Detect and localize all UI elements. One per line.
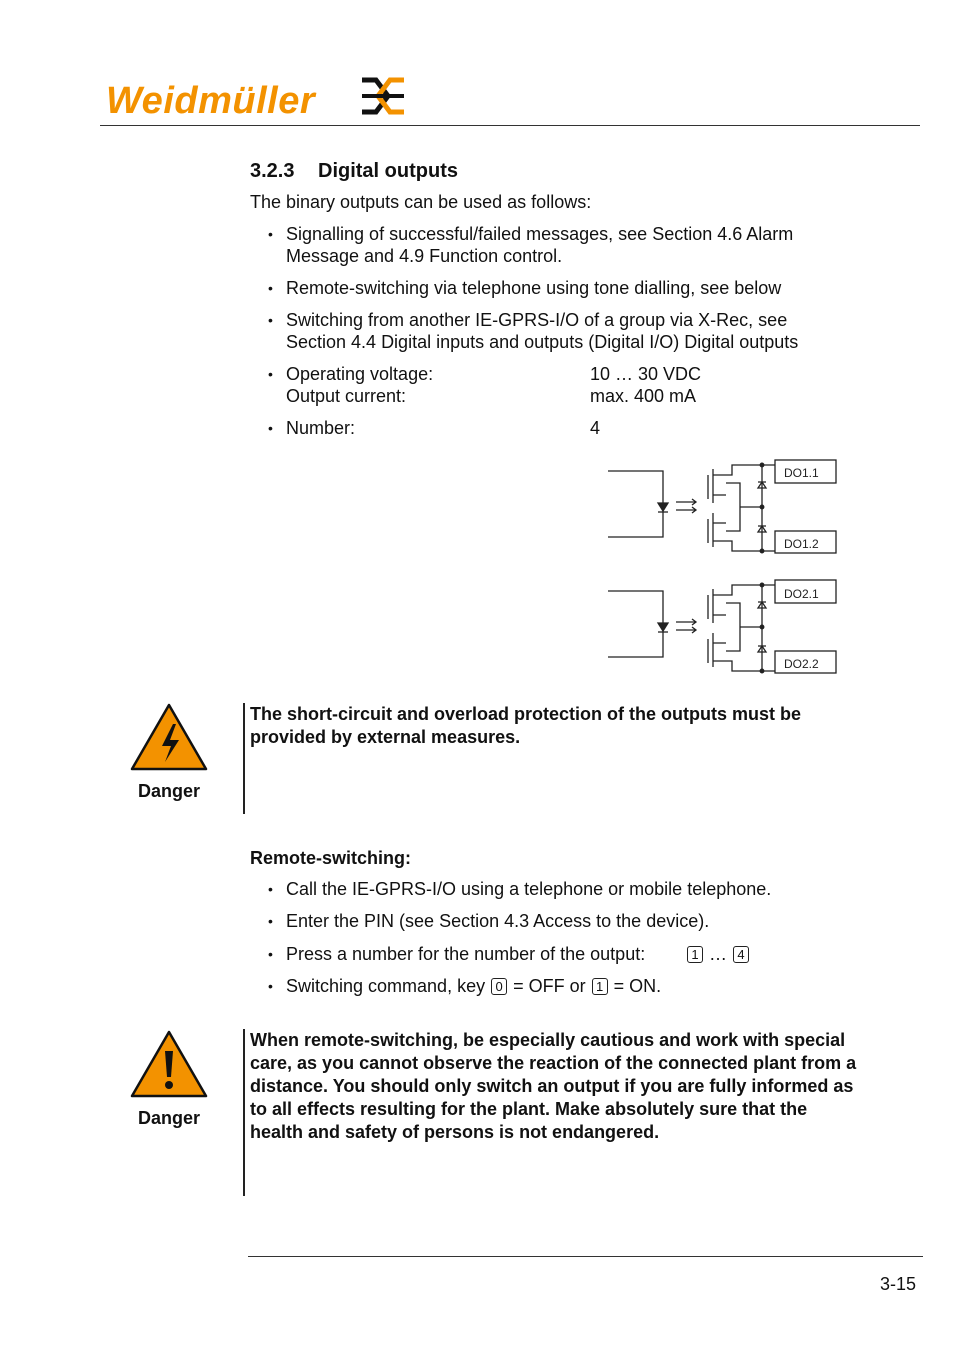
section-heading <box>250 160 458 183</box>
key-0: 0 <box>491 978 507 995</box>
page-number: 3-15 <box>880 1274 917 1294</box>
spec-number-value: 4 <box>590 418 601 438</box>
spec-current-value: max. 400 mA <box>590 386 697 406</box>
high-voltage-icon <box>129 702 209 777</box>
warning-divider <box>243 703 245 814</box>
list-item: • Press a number for the number of the output: 1 … 4 <box>268 943 848 965</box>
warning-text: The short-circuit and overload protection of the outputs must be provided by external measures. <box>250 704 802 747</box>
brand-logo-text: Weidmüller <box>106 80 316 122</box>
brand-logo-mark-icon <box>360 76 406 123</box>
list-item: • Signalling of successful/failed messages, see Section 4.6 Alarm Message and 4.9 Function control. <box>268 223 848 267</box>
output-key-range: 1 … 4 <box>686 943 750 965</box>
exclamation-icon <box>129 1029 209 1104</box>
list-item: • Remote-switching via telephone using tone dialling, see below <box>268 277 848 299</box>
key-1: 1 <box>687 946 703 963</box>
warning-text: When remote-switching, be especially cautious and work with special care, as you cannot observe the reaction of the connected plant from a distance. You should only switch an output if you are fully informed as to all effects resulting for the plant. Make absolutely sure that the health and safety of persons is not endangered. <box>250 1030 857 1142</box>
remote-switching-heading: Remote-switching: <box>250 848 412 868</box>
spec-voltage-current <box>268 363 848 407</box>
spec-voltage-label: • Operating voltage: <box>286 364 434 384</box>
danger-label: Danger <box>137 781 200 801</box>
list-item: • Call the IE-GPRS-I/O using a telephone or mobile telephone. <box>268 878 848 900</box>
key-1: 1 <box>592 978 608 995</box>
spec-number-label: • Number: <box>286 418 356 438</box>
warning-divider <box>243 1029 245 1196</box>
terminal-do2-1: DO2.1 <box>784 587 819 601</box>
spec-number <box>268 417 848 439</box>
footer-rule <box>248 1256 923 1257</box>
output-circuit-diagram <box>600 455 845 690</box>
spec-current-label: Output current: <box>286 386 407 406</box>
header-rule <box>100 125 920 126</box>
key-4: 4 <box>733 946 749 963</box>
section-intro: The binary outputs can be used as follows: <box>250 192 592 212</box>
terminal-do2-2: DO2.2 <box>784 657 819 671</box>
terminal-do1-1: DO1.1 <box>784 466 819 480</box>
list-item: • Switching command, key 0 = OFF or 1 = ON. <box>268 975 848 997</box>
terminal-do1-2: DO1.2 <box>784 537 819 551</box>
section-title: Digital outputs <box>318 160 458 182</box>
spec-voltage-value: 10 … 30 VDC <box>590 364 702 384</box>
list-item: • Enter the PIN (see Section 4.3 Access to the device). <box>268 910 848 932</box>
section-number: 3.2.3 <box>250 160 295 182</box>
danger-label: Danger <box>137 1108 200 1128</box>
list-item: • Switching from another IE-GPRS-I/O of a group via X-Rec, see Section 4.4 Digital inputs and outputs (Digital I/O) Digital outputs <box>268 309 848 353</box>
